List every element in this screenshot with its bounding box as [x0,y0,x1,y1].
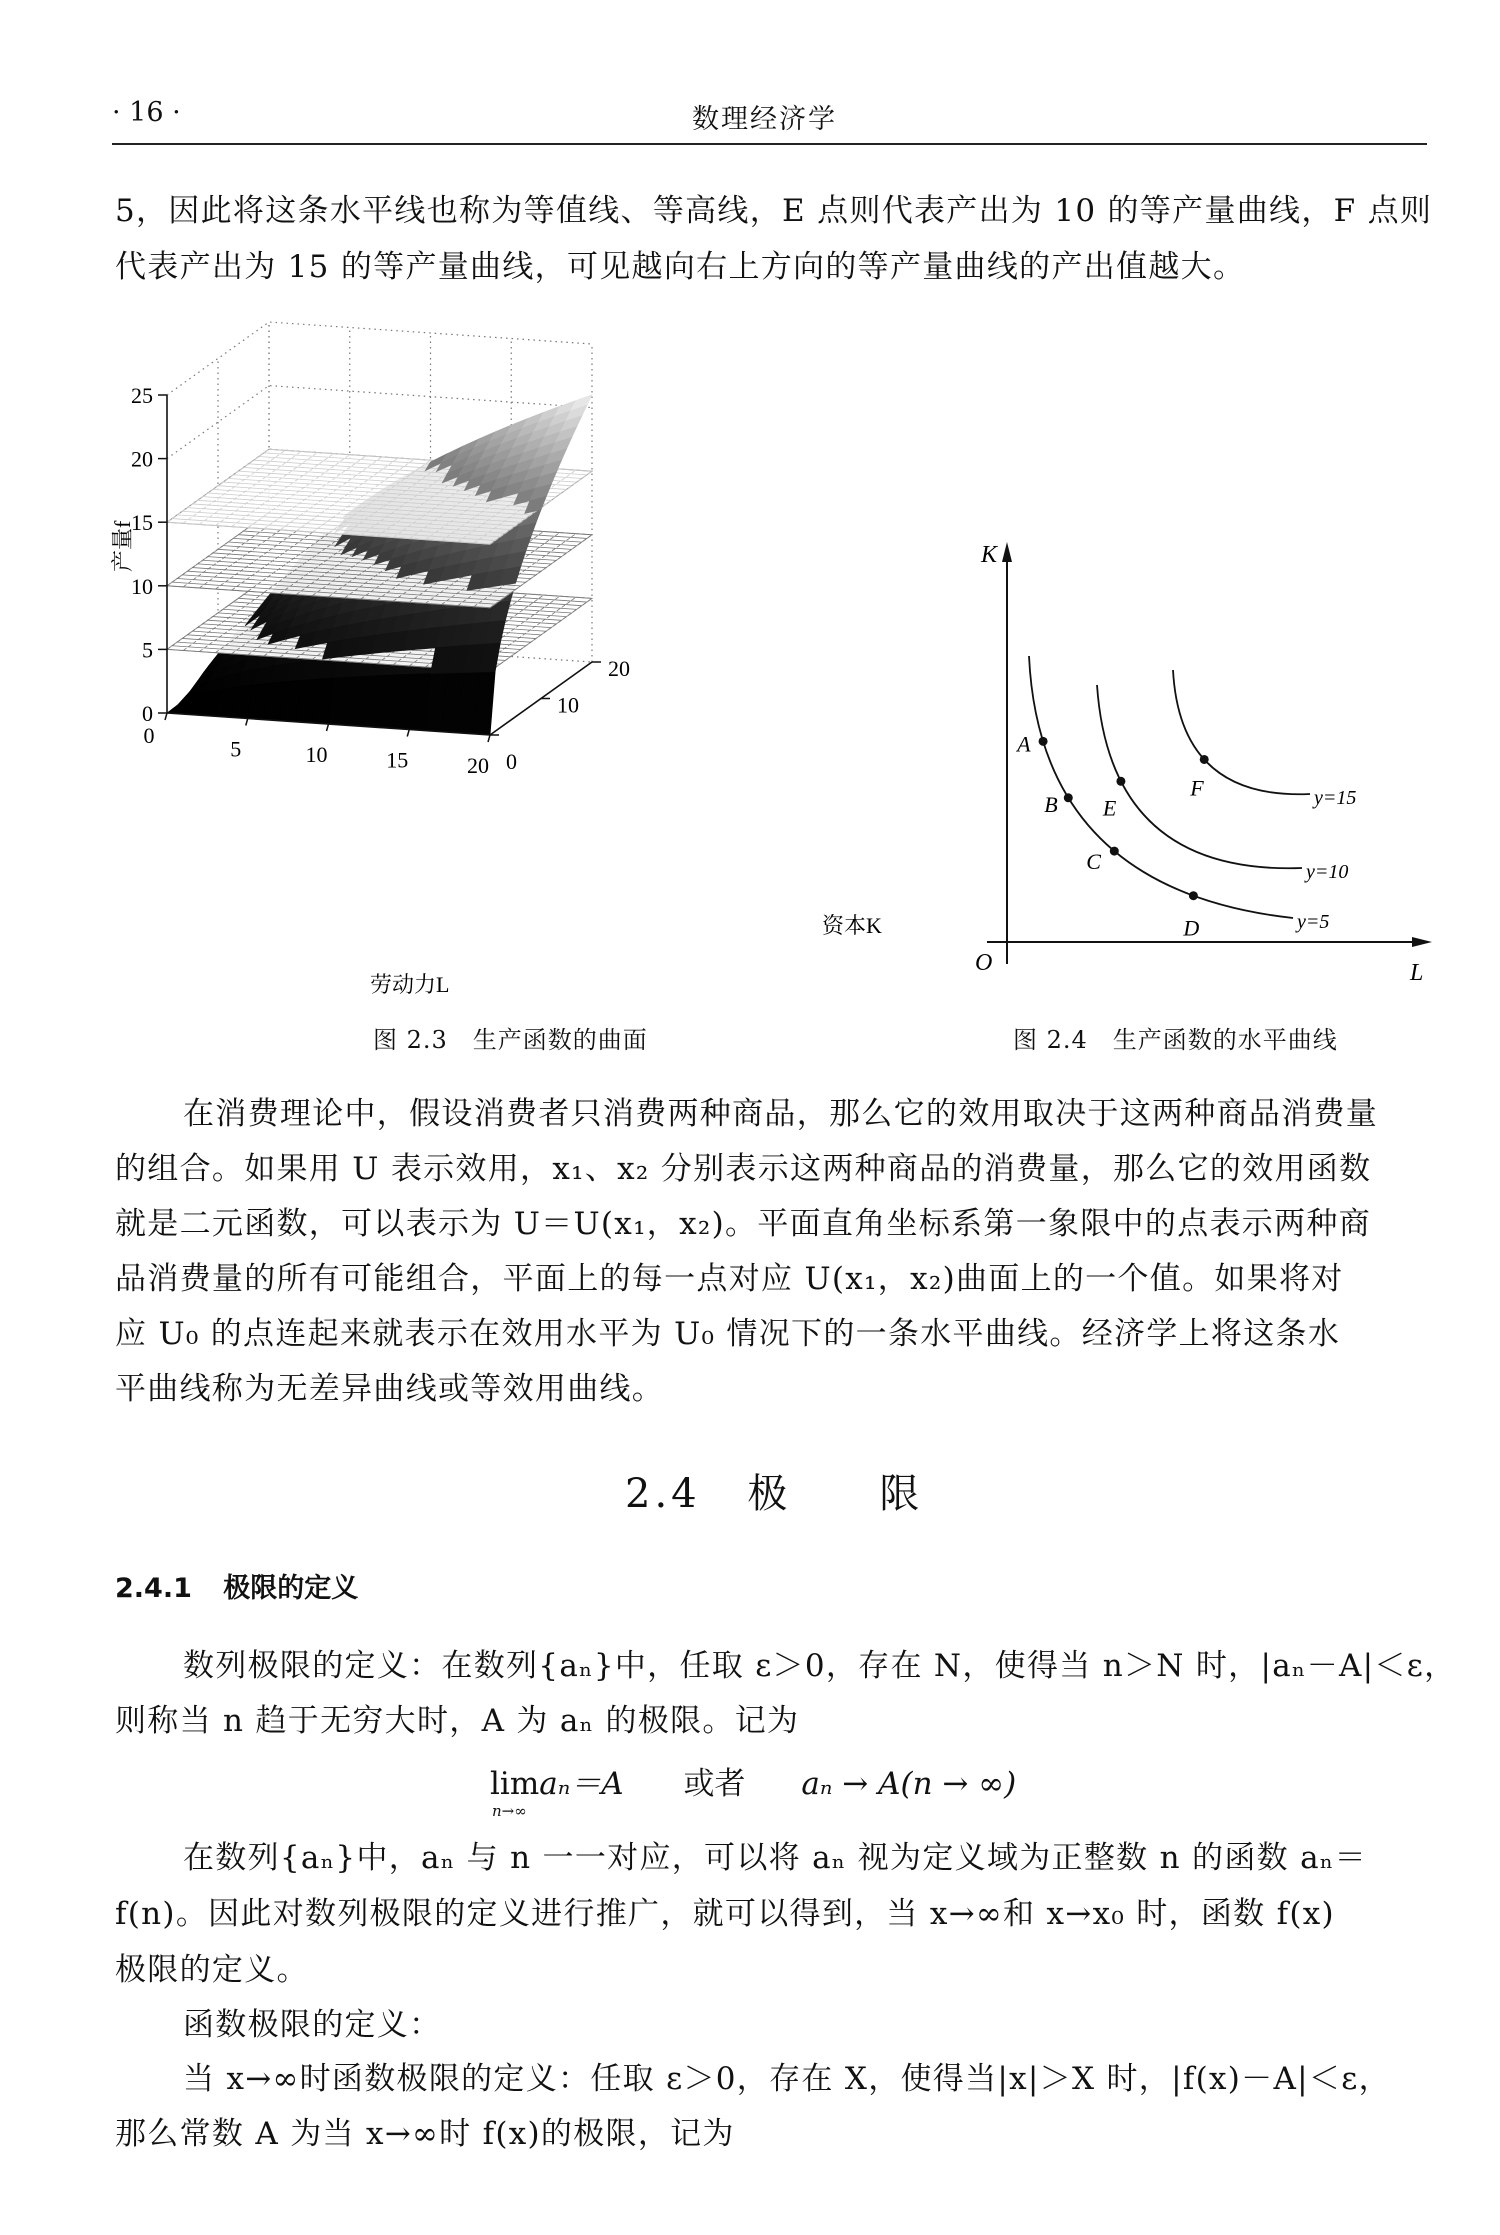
text-line: 在数列{aₙ}中，aₙ 与 n 一一对应，可以将 aₙ 视为定义域为正整数 n 的函数 aₙ＝ [183,1840,1367,1876]
k-axis-label: K [981,542,998,568]
x-tick-label: 20 [467,753,489,778]
isoquant-curve [1029,656,1293,918]
section-heading [625,1462,923,1519]
point-label: C [1086,849,1101,875]
figure-2-3-caption: 图 2.3 生产函数的曲面 [373,1026,648,1054]
text-line: 极限的定义。 [115,1952,309,1988]
x-tick [246,719,248,726]
point-label: F [1190,775,1204,801]
z-tick-label: 20 [131,446,153,472]
lim-operator: lim [490,1766,540,1802]
text-line: 那么常数 A 为当 x→∞时 f(x)的极限，记为 [115,2116,735,2152]
z-axis-label: 产量f [110,520,135,572]
k-axis-arrow-icon [1002,542,1012,562]
running-title: 数理经济学 [692,104,837,135]
point-label: E [1102,795,1117,821]
limit-formula [490,1758,1017,1820]
section-title: 极 限 [747,1471,924,1517]
text-line: 就是二元函数，可以表示为 U＝U(x₁，x₂)。平面直角坐标系第一象限中的点表示两种商 [115,1206,1372,1242]
isoquant-label: y=5 [1297,911,1330,933]
production-surface-chart [0,0,960,1060]
text-line: 当 x→∞时函数极限的定义：任取 ε＞0，存在 X，使得当|x|＞X 时，|f(x)－A|＜ε， [183,2061,1391,2097]
text-line: 的组合。如果用 U 表示效用，x₁、x₂ 分别表示这两种商品的消费量，那么它的效用函数 [115,1151,1372,1187]
subsection-number: 2.4.1 [115,1573,192,1604]
text-line: 平曲线称为无差异曲线或等效用曲线。 [115,1371,665,1407]
text-line: 数列极限的定义：在数列{aₙ}中，任取 ε＞0，存在 N，使得当 n＞N 时，|aₙ－A|＜ε， [183,1648,1457,1684]
point-C [1110,847,1119,856]
point-E [1116,777,1125,786]
text-line: 应 U₀ 的点连起来就表示在效用水平为 U₀ 情况下的一条水平曲线。经济学上将这条水 [115,1316,1341,1352]
formula-or: 或者 [683,1766,746,1802]
point-A [1039,737,1048,746]
point-label: A [1017,731,1031,757]
y-tick-label: 10 [557,692,579,718]
x-axis-label: 劳动力L [370,972,450,997]
x-tick [165,713,167,720]
section-number: 2.4 [625,1471,701,1517]
subsection-heading [115,1566,358,1605]
text-line: 5，因此将这条水平线也称为等值线、等高线，E 点则代表产出为 10 的等产量曲线，F 点则 [115,193,1433,229]
subsection-title: 极限的定义 [223,1573,359,1604]
text-line: 在消费理论中，假设消费者只消费两种商品，那么它的效用取决于这两种商品消费量 [183,1096,1379,1132]
x-tick-label: 10 [305,742,328,767]
y-axis-label: 资本K [822,913,882,938]
z-tick-label: 15 [131,510,153,536]
z-tick-label: 10 [131,573,153,599]
text-line: 品消费量的所有可能组合，平面上的每一点对应 U(x₁，x₂)曲面上的一个值。如果将对 [115,1261,1344,1297]
z-tick-label: 25 [131,383,153,408]
y-tick-label: 20 [608,656,630,681]
z-tick-label: 0 [142,701,153,726]
figure-2-4-caption: 图 2.4 生产函数的水平曲线 [1013,1026,1338,1054]
y-tick-label: 0 [506,749,517,774]
lim-subscript: n→∞ [492,1802,527,1820]
grid-line [167,322,592,395]
l-axis-label: L [1410,960,1424,986]
l-axis-arrow-icon [1412,937,1432,947]
z-tick-label: 5 [142,637,153,663]
isoquant-label: y=15 [1314,787,1357,809]
text-line: 则称当 n 趋于无穷大时，A 为 aₙ 的极限。记为 [115,1703,800,1739]
formula-left: aₙ＝A [539,1766,624,1802]
x-tick [327,724,329,731]
page-number: · 16 · [112,97,181,128]
origin-label: O [975,950,993,976]
x-tick-label: 15 [386,747,409,773]
point-F [1200,755,1209,764]
x-tick-label: 0 [143,723,155,748]
formula-right: aₙ → A(n → ∞) [801,1766,1017,1802]
point-D [1189,891,1198,900]
text-line: 代表产出为 15 的等产量曲线，可见越向右上方向的等产量曲线的产出值越大。 [115,249,1246,285]
point-B [1064,793,1073,802]
x-tick [488,735,490,742]
point-label: B [1044,791,1058,817]
text-line: 函数极限的定义： [183,2007,442,2043]
x-tick-label: 5 [230,736,242,762]
isoquant-label: y=10 [1306,861,1349,883]
point-label: D [1183,915,1200,941]
isoquant-chart [940,520,1460,990]
x-tick [407,730,409,737]
text-line: f(n)。因此对数列极限的定义进行推广，就可以得到，当 x→∞和 x→x₀ 时，函数 f(x) [115,1896,1335,1932]
